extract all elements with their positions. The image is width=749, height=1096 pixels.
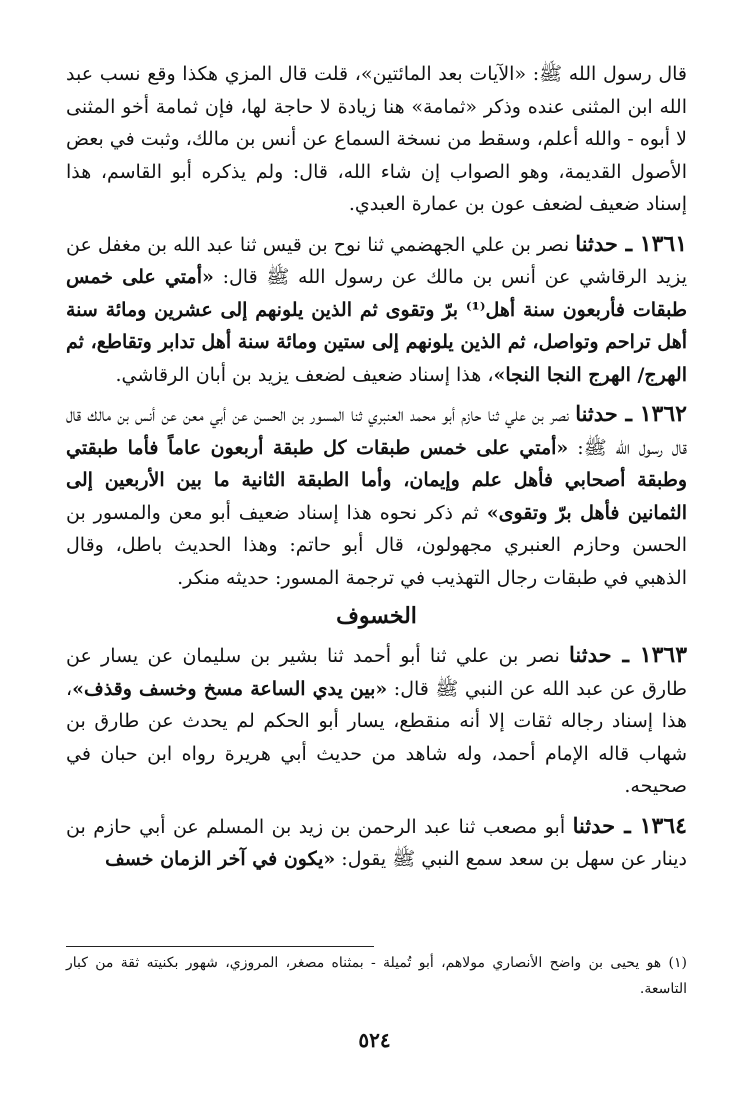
hadith-entry-text (66, 810, 687, 876)
entry-number: ١٣٦٢ (639, 401, 687, 427)
page-number: ٥٢٤ (358, 1028, 391, 1052)
hadith-matn: «بين يدي الساعة مسخ وخسف وقذف» (72, 677, 388, 700)
grading-note: ثم ذكر نحوه هذا إسناد ضعيف أبو معن والمسور بن الحسن وحازم العنبري مجهولون، قال أبو حاتم: وهذا الحديث باطل، وقال الذهبي في طبقات رجال التهذيب في ترجمة المسور: حديثه منكر. (66, 501, 687, 589)
narration-keyword: حدثنا (569, 642, 612, 667)
grading-note: ، هذا إسناد ضعيف لضعف يزيد بن أبان الرقاشي. (115, 363, 494, 386)
hadith-matn: «أمتي على خمس طبقات فأربعون سنة أهل⁽¹⁾ برّ وتقوى ثم الذين يلونهم إلى عشرين ومائة سنة أهل تراحم وتواصل، ثم الذين يلونهم إلى ستين ومائة سنة أهل تدابر وتقاطع، ثم الهرج/ الهرج النجا النجا» (66, 266, 687, 386)
hadith-entry-1362 (66, 398, 687, 594)
entry-dash: ـ (615, 812, 640, 839)
hadith-entry-text (66, 228, 687, 392)
hadith-entry-1361 (66, 228, 687, 392)
narration-keyword: حدثنا (575, 401, 618, 426)
footnote-divider (66, 946, 374, 947)
isnad-chain: نصر بن علي ثنا أبو أحمد ثنا بشير بن سليمان عن يسار عن طارق عن عبد الله عن النبي ﷺ قال: (66, 645, 687, 700)
hadith-entry-text (66, 398, 687, 594)
narration-keyword: حدثنا (572, 812, 616, 838)
entry-dash: ـ (611, 642, 640, 668)
entry-dash: ـ (617, 401, 640, 427)
isnad-chain: نصر بن علي الجهضمي ثنا نوح بن قيس ثنا عبد الله بن مغفل عن يزيد الرقاشي عن أنس بن مالك عن رسول الله ﷺ قال: (66, 233, 687, 288)
isnad-chain: نصر بن علي ثنا حازم أبو محمد العنبري ثنا المسور بن الحسن عن أبي معن عن أنس بن مالك قال قال رسول الله ﷺ: (66, 404, 687, 459)
section-title: الخسوف (336, 603, 417, 629)
isnad-chain: أبو مصعب ثنا عبد الرحمن بن زيد بن المسلم عن أبي حازم بن دينار عن سهل بن سعد سمع النبي ﷺ يقول: (66, 815, 687, 870)
hadith-entry-1364 (66, 810, 687, 876)
entry-number: ١٣٦٤ (639, 812, 687, 839)
narration-keyword: حدثنا (575, 230, 618, 256)
grading-note: ، هذا إسناد رجاله ثقات إلا أنه منقطع، يسار أبو الحكم لم يحدث عن طارق بن شهاب قاله الإمام أحمد، وله شاهد من حديث أبي هريرة رواه ابن حبان في صحيحه. (66, 677, 687, 797)
hadith-entry-text (66, 639, 687, 803)
entry-number: ١٣٦٣ (639, 642, 688, 668)
entry-number: ١٣٦١ (639, 230, 688, 257)
hadith-entry-1363 (66, 639, 687, 803)
intro-paragraph (66, 58, 687, 221)
hadith-matn: «يكون في آخر الزمان خسف (105, 848, 336, 870)
hadith-matn: «أمتي على خمس طبقات كل طبقة أربعون عاماً فأما طبقتي وطبقة أصحابي فأهل علم وإيمان، وأما الطبقة الثانية ما بين الأربعين إلى الثمانين فأهل برّ وتقوى» (66, 436, 687, 524)
entry-dash: ـ (617, 230, 640, 257)
footnote: (١) هو يحيى بن واضح الأنصاري مولاهم، أبو تُميلة - بمثناه مصغر، المروزي، شهور بكنيته ثقة من كبار التاسعة. (66, 955, 687, 997)
intro-text: قال رسول الله ﷺ: «الآيات بعد المائتين»، قلت قال المزي هكذا وقع نسب عبد الله ابن المثنى عنده وذكر «ثمامة» هنا زيادة لا حاجة لها، فإن ثمامة أخو المثنى لا أبوه - والله أعلم، وسقط من نسخة السماع عن أنس بن مالك، وثبت في بعض الأصول القديمة، وهو الصواب إن شاء الله، قال: ولم يذكره أبو القاسم، هذا إسناد ضعيف لضعف عون بن عمارة العبدي. (66, 63, 687, 215)
